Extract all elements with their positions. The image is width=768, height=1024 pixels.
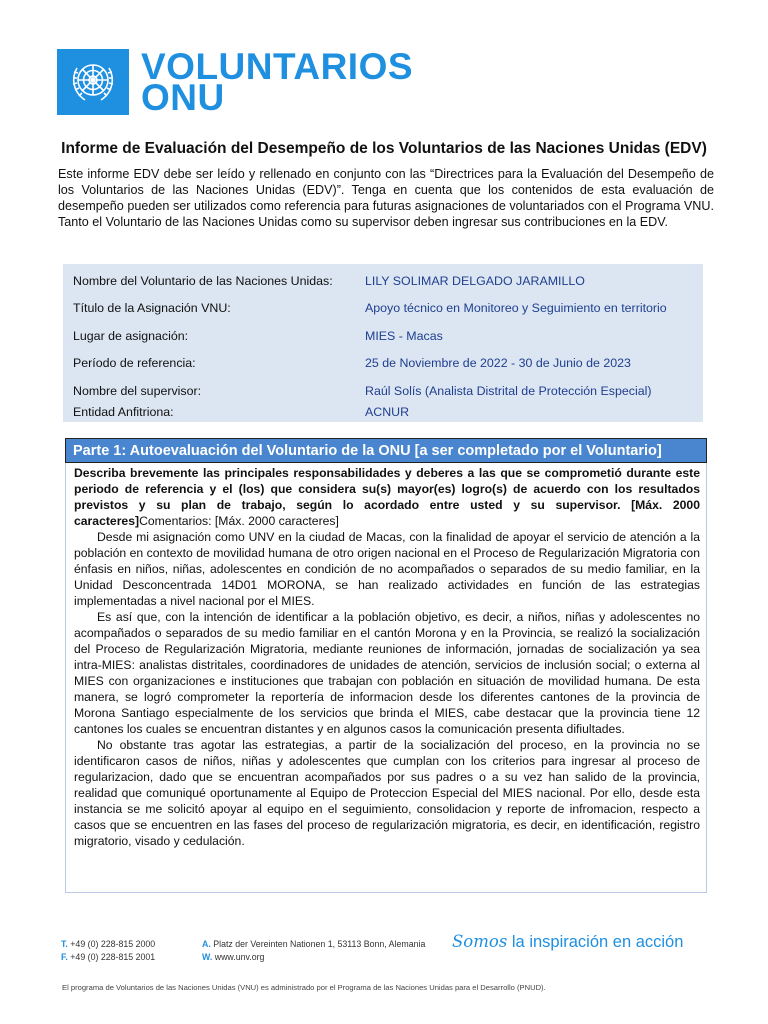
document-title: Informe de Evaluación del Desempeño de los Voluntarios de las Naciones Unidas (EDV) (61, 140, 707, 157)
info-label: Entidad Anfitriona: (73, 404, 174, 419)
footer-address-value: Platz der Vereinten Nationen 1, 53113 Bonn, Alemania (213, 939, 426, 949)
footer-fax-value: +49 (0) 228-815 2001 (70, 952, 156, 962)
footer-web-key: W. (202, 952, 213, 962)
info-row-supervisor (73, 377, 703, 405)
info-label: Nombre del Voluntario de las Naciones Unidas: (73, 273, 333, 288)
info-row-host-entity (73, 405, 703, 423)
footer-address-line (202, 938, 425, 951)
info-value: Apoyo técnico en Monitoreo y Seguimiento en territorio (365, 301, 667, 316)
slogan-script: Somos (452, 932, 508, 951)
footer-phone (61, 938, 155, 951)
info-label: Nombre del supervisor: (73, 383, 202, 398)
un-emblem-icon (57, 49, 129, 115)
footer-phones (61, 938, 155, 964)
part1-paragraph-1: Desde mi asignación como UNV en la ciudad de Macas, con la finalidad de apoyar el servicio de atención a la población en contexto de movilidad humana de otro origen nacional en el Proceso de Regularización Migratoria con énfasis en niños, niñas, adolescentes en condición de no acompañados o separados de su medio familiar, en la Unidad Desconcentrada 14D01 MORONA, se han realizado actividades en función de las estrategias implementadas a nivel nacional por el MIES. (74, 530, 700, 608)
footer-web-link[interactable]: www.unv.org (214, 952, 265, 962)
part1-paragraph-3: No obstante tras agotar las estrategias, a partir de la socialización del proceso, en la provincia no se identificaron casos de niños, niñas y adolescentes que cumplan con los criterios para ingresar al proceso de regularizacion, dado que se encuentran acompañados por sus padres o a su vez han salido de la provincia, realidad que comuniqué oportunamente al Equipo de Proteccion Especial del MIES nacional. Por ello, desde esta instancia se me solicitó apoyar al equipo en el seguimiento, consolidacion y reporte de infromacion, respecto a casos que se encuentren en las fases del proceso de regularización migratoria, es decir, en identificación, registro migratorio, visado y cedulación. (74, 738, 700, 848)
info-row-volunteer-name (73, 267, 703, 295)
volunteer-info-table (63, 264, 703, 422)
footer-slogan (452, 932, 683, 952)
footer-fax (61, 951, 155, 964)
slogan-text: la inspiración en acción (511, 933, 684, 951)
footer-note: El programa de Voluntarios de las Naciones Unidas (VNU) es administrado por el Programa de las Naciones Unidas para el Desarrollo (PNUD). (62, 983, 546, 992)
info-label: Lugar de asignación: (73, 328, 189, 343)
part1-section (65, 438, 707, 893)
footer-phone-key: T. (61, 939, 68, 949)
part1-question: Describa brevemente las principales responsabilidades y deberes a las que se comprometió durante este periodo de referencia y el (los) que considera su(s) mayor(es) logro(s) de acuerdo con los resultados previstos y su plan de trabajo, según lo acordado entre usted y su supervisor. [Máx. 2000 caracteres] (74, 466, 700, 528)
info-label: Período de referencia: (73, 356, 196, 371)
info-value: ACNUR (365, 404, 410, 419)
logo-line-2: ONU (141, 77, 225, 118)
footer-web-line (202, 951, 425, 964)
footer-phone-value: +49 (0) 228-815 2000 (70, 939, 156, 949)
footer-address (202, 938, 425, 964)
info-label: Título de la Asignación VNU: (73, 301, 231, 316)
info-row-period (73, 350, 703, 378)
part1-comment-label: Comentarios: [Máx. 2000 caracteres] (139, 514, 339, 528)
info-value: MIES - Macas (365, 328, 443, 343)
header-logo (57, 46, 414, 118)
info-value: Raúl Solís (Analista Distrital de Protección Especial) (365, 383, 652, 398)
part1-paragraph-2: Es así que, con la intención de identificar a la población objetivo, es decir, a niños, niñas y adolescentes no acompañados o separados de su medio familiar en el cantón Morona y en la Provincia, se realizó la socialización del Proceso de Regularización Migratoria, mediante reuniones de información, jornadas de socialización ya sea intra-MIES: analistas distritales, coordinadores de unidades de atención, servicios de inclusión social; o externa al MIES con organizaciones e instituciones que trabajan con población en situación de movilidad humana. De esta manera, se logró comprometer la reportería de informacion desde los diferentes cantones de la provincia de Morona Santiago especialmente de los servicios que brinda el MIES, cabe destacar que la provincia tiene 12 cantones los cuales se encuentran distantes y en algunos casos la comunicación presenta difiultades. (74, 610, 700, 736)
info-row-assignment-title (73, 295, 703, 323)
part1-header: Parte 1: Autoevaluación del Voluntario de la ONU [a ser completado por el Voluntario] (65, 438, 707, 463)
footer-address-key: A. (202, 939, 211, 949)
info-row-location (73, 322, 703, 350)
part1-question-line (74, 465, 700, 529)
logo-wordmark (141, 46, 414, 118)
footer-fax-key: F. (61, 952, 68, 962)
info-value: LILY SOLIMAR DELGADO JARAMILLO (365, 273, 585, 288)
logo-line-1: VOLUNTARIOS (141, 46, 414, 87)
part1-body (66, 463, 706, 849)
intro-paragraph: Este informe EDV debe ser leído y rellenado en conjunto con las “Directrices para la Evaluación del Desempeño de los Voluntarios de las Naciones Unidas (EDV)”. Tenga en cuenta que los contenidos de esta evaluación de desempeño pueden ser utilizados como referencia para futuras asignaciones de voluntariados con el Programa VNU. Tanto el Voluntario de las Naciones Unidas como su supervisor deben ingresar sus contribuciones en la EDV. (58, 167, 714, 229)
info-value: 25 de Noviembre de 2022 - 30 de Junio de 2023 (365, 356, 631, 371)
